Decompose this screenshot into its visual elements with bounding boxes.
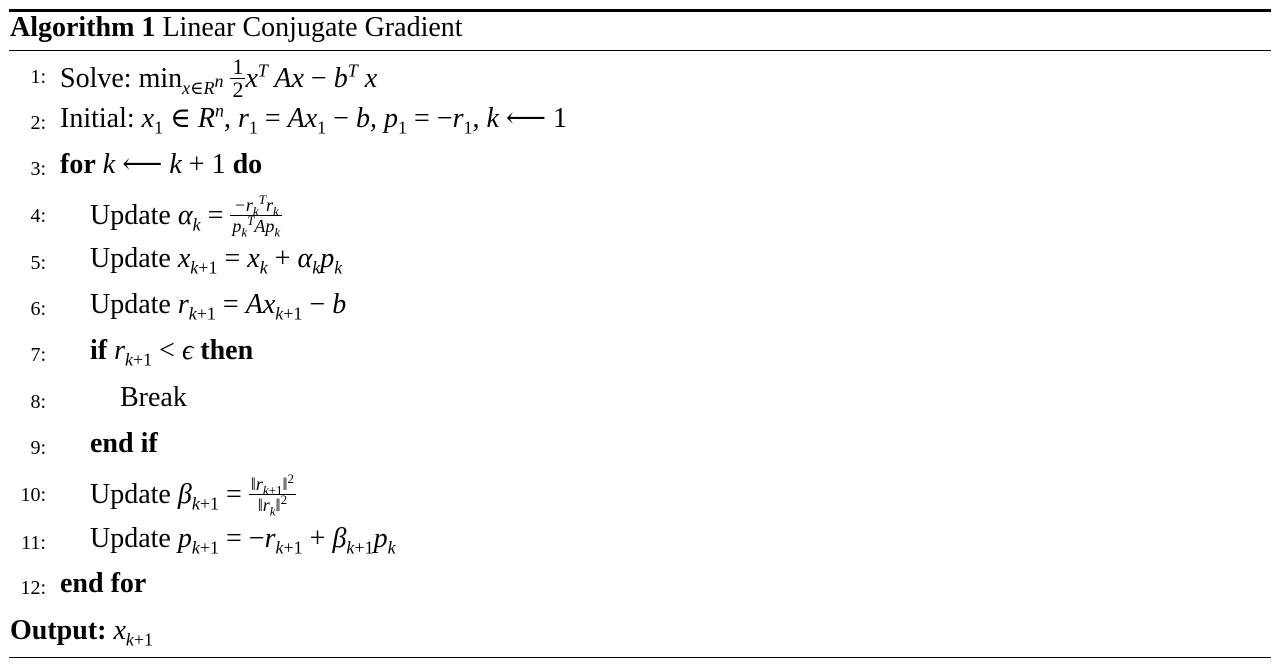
algorithm-title: Linear Conjugate Gradient xyxy=(162,12,463,43)
bottom-rule xyxy=(9,657,1271,658)
line-content xyxy=(120,383,187,413)
line-number: 5: xyxy=(30,252,46,274)
algorithm-caption xyxy=(10,13,463,43)
line-number: 4: xyxy=(30,205,46,227)
fraction-half: $\frac{1}{2}$ xyxy=(232,54,244,102)
initial-keyword: Initial: xyxy=(60,103,135,134)
then-keyword: then xyxy=(200,335,254,366)
output-keyword: Output: xyxy=(10,615,107,646)
line-content: Update $x_{k+1} = x_k + \alpha_kp_k$ xyxy=(90,243,343,278)
line-number: 3: xyxy=(30,158,46,180)
algo-line-3 xyxy=(0,150,1270,180)
line-number: 10: xyxy=(20,484,46,506)
line-number: 12: xyxy=(20,577,46,599)
update-keyword: Update xyxy=(90,478,171,510)
algo-line-5 xyxy=(0,243,1270,278)
algo-line-7 xyxy=(0,335,1270,370)
break-statement: Break xyxy=(120,382,187,413)
algo-line-11 xyxy=(0,523,1270,558)
algo-line-9 xyxy=(0,429,1270,459)
line-content: Solve: $\min_{x\in R^n}$ $\frac{1}{2}$ $x^T$ $Ax - b^T$ x xyxy=(60,54,378,102)
for-keyword: for xyxy=(60,149,96,180)
end-if-keyword: end if xyxy=(90,428,158,459)
min-operator: min xyxy=(138,62,183,94)
algo-line-6 xyxy=(0,289,1270,324)
line-content: Initial: $x_1$ ∈ $R^n$, $r_1 = Ax_1 - b$, $p_1 = -r_1$, k ⟵ 1 xyxy=(60,100,568,138)
line-number: 11: xyxy=(21,532,46,554)
solve-keyword: Solve: xyxy=(60,62,132,94)
algo-line-10 xyxy=(0,471,1270,519)
line-number: 8: xyxy=(30,391,46,413)
alpha-fraction: $\frac{-r_k^Tr_k}{p_k^TAp_k}$ xyxy=(232,192,281,240)
end-for-keyword: end for xyxy=(60,568,147,599)
algo-line-12 xyxy=(0,569,1270,599)
beta-fraction: $\frac{‖r_{k+1}‖^2}{‖r_k‖^2}$ xyxy=(250,471,295,519)
algo-line-2 xyxy=(0,100,1270,138)
algo-line-4 xyxy=(0,192,1270,240)
line-content: Update $\alpha_k$ = $\frac{-r_k^Tr_k}{p_k^TAp_k}$ xyxy=(90,192,281,240)
algorithm-output: Output: $x_{k+1}$ xyxy=(10,615,154,650)
algorithm-label: Algorithm 1 xyxy=(10,12,156,43)
line-content: Update $p_{k+1} = -r_{k+1} + \beta_{k+1}p_k$ xyxy=(90,523,396,558)
line-number: 9: xyxy=(30,437,46,459)
algo-line-8 xyxy=(0,383,1270,413)
line-content xyxy=(60,569,146,599)
update-keyword: Update xyxy=(90,199,171,231)
update-keyword: Update xyxy=(90,289,171,320)
line-content: Update $\beta_{k+1}$ = $\frac{‖r_{k+1}‖^2}{‖r_k‖^2}$ xyxy=(90,471,295,519)
line-content: for k ⟵ k + 1 do xyxy=(60,149,263,180)
do-keyword: do xyxy=(232,149,263,180)
line-number: 7: xyxy=(30,344,46,366)
caption-rule xyxy=(9,50,1271,51)
line-content xyxy=(90,429,158,459)
line-number: 6: xyxy=(30,298,46,320)
update-keyword: Update xyxy=(90,243,171,274)
line-content: if $r_{k+1} < \epsilon$ then xyxy=(90,335,254,370)
update-keyword: Update xyxy=(90,523,171,554)
line-number: 1: xyxy=(30,66,46,88)
algo-line-1 xyxy=(0,54,1270,102)
line-number: 2: xyxy=(30,112,46,134)
if-keyword: if xyxy=(90,335,108,366)
line-content: Update $r_{k+1} = Ax_{k+1} - b$ xyxy=(90,289,347,324)
